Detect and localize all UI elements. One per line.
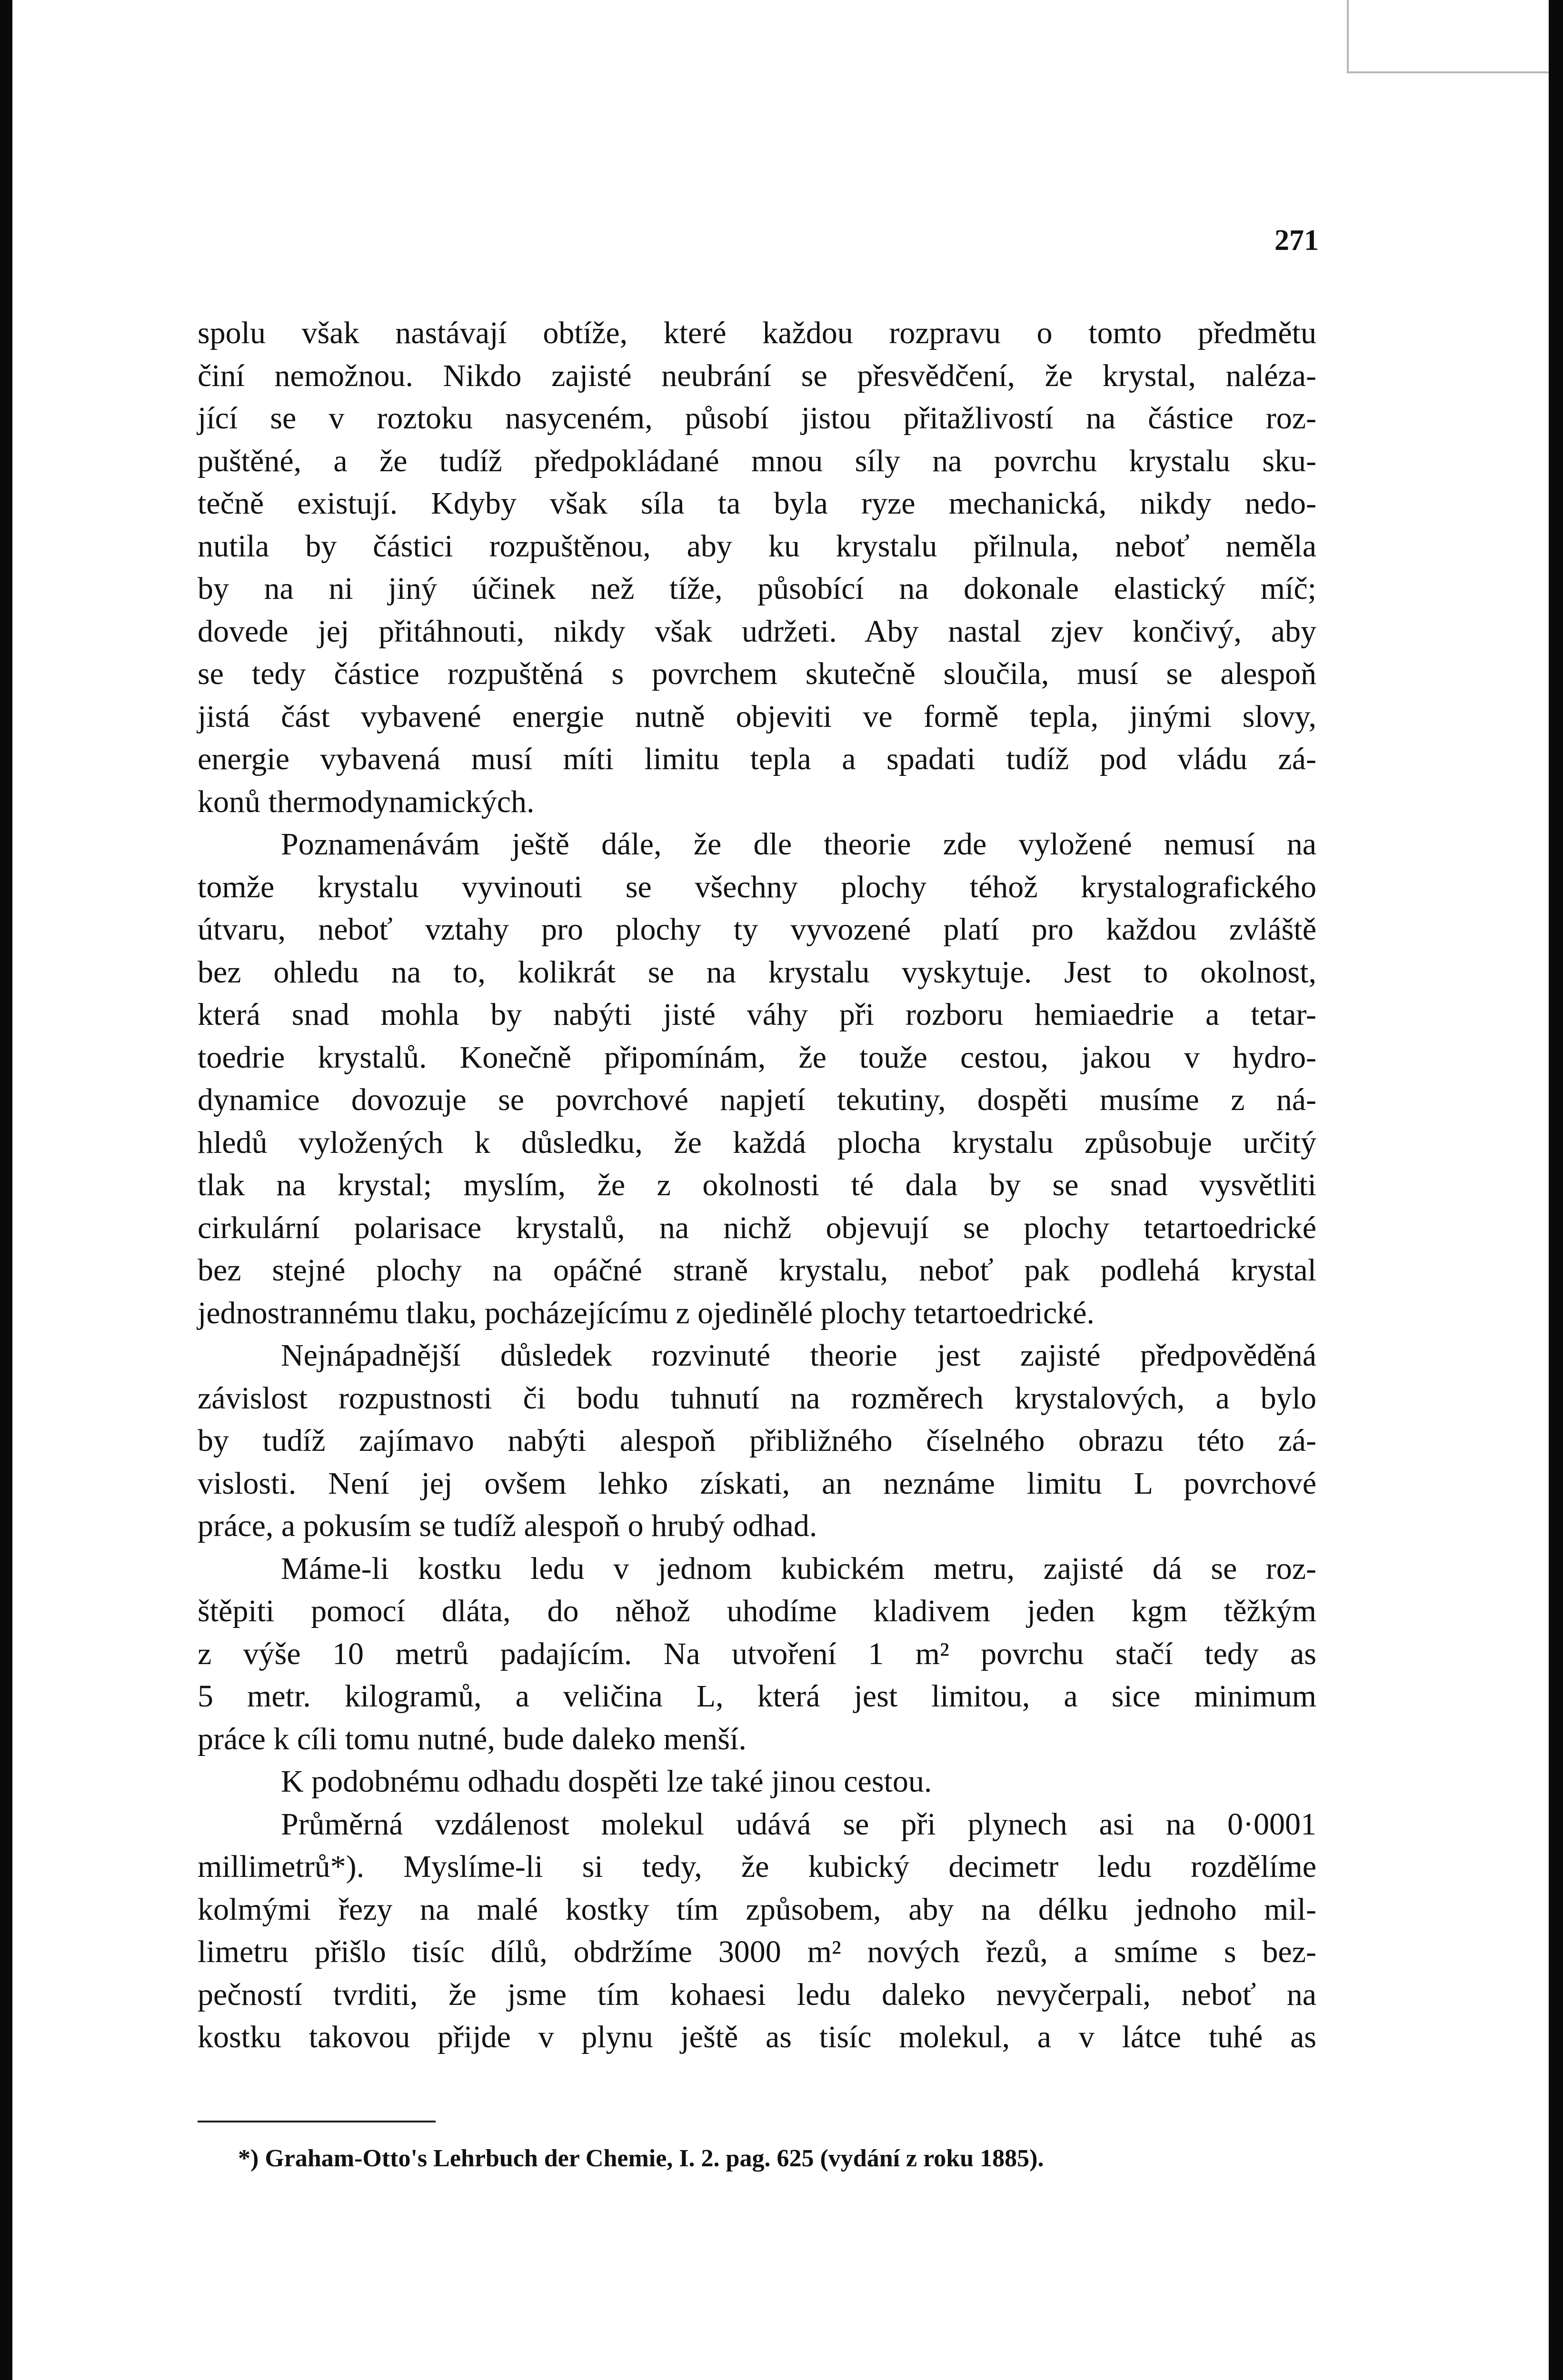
scan-edge-right bbox=[1549, 0, 1563, 2380]
text-line: kostku takovou přijde v plynu ještě as tisíc molekul, a v látce tuhé as bbox=[198, 2020, 1316, 2054]
paragraph-start: Máme-li kostku ledu v jednom kubickém metru, zajisté dá se roz- bbox=[281, 1551, 1316, 1586]
text-line: bez ohledu na to, kolikrát se na krystalu vyskytuje. Jest to okolnost, bbox=[198, 954, 1316, 990]
text-line: energie vybavená musí míti limitu tepla a spadati tudíž pod vládu zá- bbox=[198, 742, 1316, 776]
paragraph-start: K podobnému odhadu dospěti lze také jinou cestou. bbox=[281, 1764, 932, 1799]
text-line: jistá část vybavené energie nutně objeviti ve formě tepla, jinými slovy, bbox=[198, 699, 1316, 734]
text-line: kolmými řezy na malé kostky tím způsobem, aby na délku jednoho mil- bbox=[198, 1892, 1316, 1927]
text-line: pečností tvrditi, že jsme tím kohaesi ledu daleko nevyčerpali, neboť na bbox=[198, 1977, 1316, 2012]
text-line: limetru přišlo tisíc dílů, obdržíme 3000 m² nových řezů, a smíme s bez- bbox=[198, 1934, 1316, 1969]
text-line: nutila by částici rozpuštěnou, aby ku krystalu přilnula, neboť neměla bbox=[198, 528, 1316, 564]
scan-corner-artifact bbox=[1347, 0, 1549, 73]
text-line: práce k cíli tomu nutné, bude daleko menší. bbox=[198, 1721, 747, 1756]
text-line: toedrie krystalů. Konečně připomínám, že touže cestou, jakou v hydro- bbox=[198, 1040, 1316, 1075]
page-number: 271 bbox=[1274, 224, 1319, 257]
text-line: jednostrannému tlaku, pocházejícímu z ojedinělé plochy tetartoedrické. bbox=[198, 1295, 1095, 1330]
text-line: se tedy částice rozpuštěná s povrchem skutečně sloučila, musí se alespoň bbox=[198, 656, 1316, 691]
text-line: která snad mohla by nabýti jisté váhy při rozboru hemiaedrie a tetar- bbox=[198, 997, 1316, 1032]
text-line: vislosti. Není jej ovšem lehko získati, an neznáme limitu L povrchové bbox=[198, 1466, 1316, 1501]
text-line: z výše 10 metrů padajícím. Na utvoření 1 m² povrchu stačí tedy as bbox=[198, 1636, 1316, 1671]
text-line: činí nemožnou. Nikdo zajisté neubrání se přesvědčení, že krystal, nalézа- bbox=[198, 358, 1316, 393]
text-line: dynamice dovozuje se povrchové napjetí tekutiny, dospěti musíme z ná- bbox=[198, 1082, 1316, 1117]
text-line: konů thermodynamických. bbox=[198, 784, 535, 819]
text-line: bez stejné plochy na opáčné straně krystalu, neboť pak podlehá krystal bbox=[198, 1253, 1316, 1288]
text-line: puštěné, a že tudíž předpokládané mnou síly na povrchu krystalu sku- bbox=[198, 443, 1316, 478]
paragraph-start: Nejnápadnější důsledek rozvinuté theorie jest zajisté předpověděná bbox=[281, 1338, 1316, 1373]
text-line: útvaru, neboť vztahy pro plochy ty vyvozené platí pro každou zvláště bbox=[198, 912, 1316, 947]
body-text bbox=[198, 312, 1316, 2059]
text-line: práce, a pokusím se tudíž alespoň o hrubý odhad. bbox=[198, 1508, 817, 1543]
text-line: 5 metr. kilogramů, a veličina L, která jest limitou, a sice minimum bbox=[198, 1679, 1316, 1714]
footnote-divider bbox=[198, 2121, 436, 2122]
text-line: by tudíž zajímavo nabýti alespoň přibližného číselného obrazu této zá- bbox=[198, 1423, 1316, 1458]
scan-edge-left bbox=[0, 0, 12, 2380]
text-line: tečně existují. Kdyby však síla ta byla ryze mechanická, nikdy nedo- bbox=[198, 486, 1316, 521]
text-line: spolu však nastávají obtíže, které každou rozpravu o tomto předmětu bbox=[198, 316, 1316, 350]
text-line: jící se v roztoku nasyceném, působí jistou přitažlivostí na částice roz- bbox=[198, 401, 1316, 436]
text-line: tomže krystalu vyvinouti se všechny plochy téhož krystalografického bbox=[198, 869, 1316, 904]
text-line: by na ni jiný účinek než tíže, působící na dokonale elastický míč; bbox=[198, 571, 1316, 606]
paragraph-start: Průměrná vzdálenost molekul udává se při plynech asi na 0·0001 bbox=[281, 1806, 1316, 1842]
text-line: tlak na krystal; myslím, že z okolnosti té dala by se snad vysvětliti bbox=[198, 1168, 1316, 1202]
text-line: millimetrů*). Myslíme-li si tedy, že kubický decimetr ledu rozdělíme bbox=[198, 1849, 1316, 1884]
text-line: cirkulární polarisace krystalů, na nichž objevují se plochy tetartoedrické bbox=[198, 1210, 1316, 1245]
text-line: štěpiti pomocí dláta, do něhož uhodíme kladivem jeden kgm těžkým bbox=[198, 1594, 1316, 1628]
text-line: závislost rozpustnosti či bodu tuhnutí na rozměrech krystalových, a bylo bbox=[198, 1380, 1316, 1416]
text-line: dovede jej přitáhnouti, nikdy však udržeti. Aby nastal zjev končivý, aby bbox=[198, 614, 1316, 649]
footnote: *) Graham-Otto's Lehrbuch der Chemie, I. 2. pag. 625 (vydání z roku 1885). bbox=[238, 2145, 1044, 2172]
text-line: hledů vyložených k důsledku, že každá plocha krystalu způsobuje určitý bbox=[198, 1125, 1316, 1160]
paragraph-start: Poznamenávám ještě dále, že dle theorie zde vyložené nemusí na bbox=[281, 827, 1316, 862]
